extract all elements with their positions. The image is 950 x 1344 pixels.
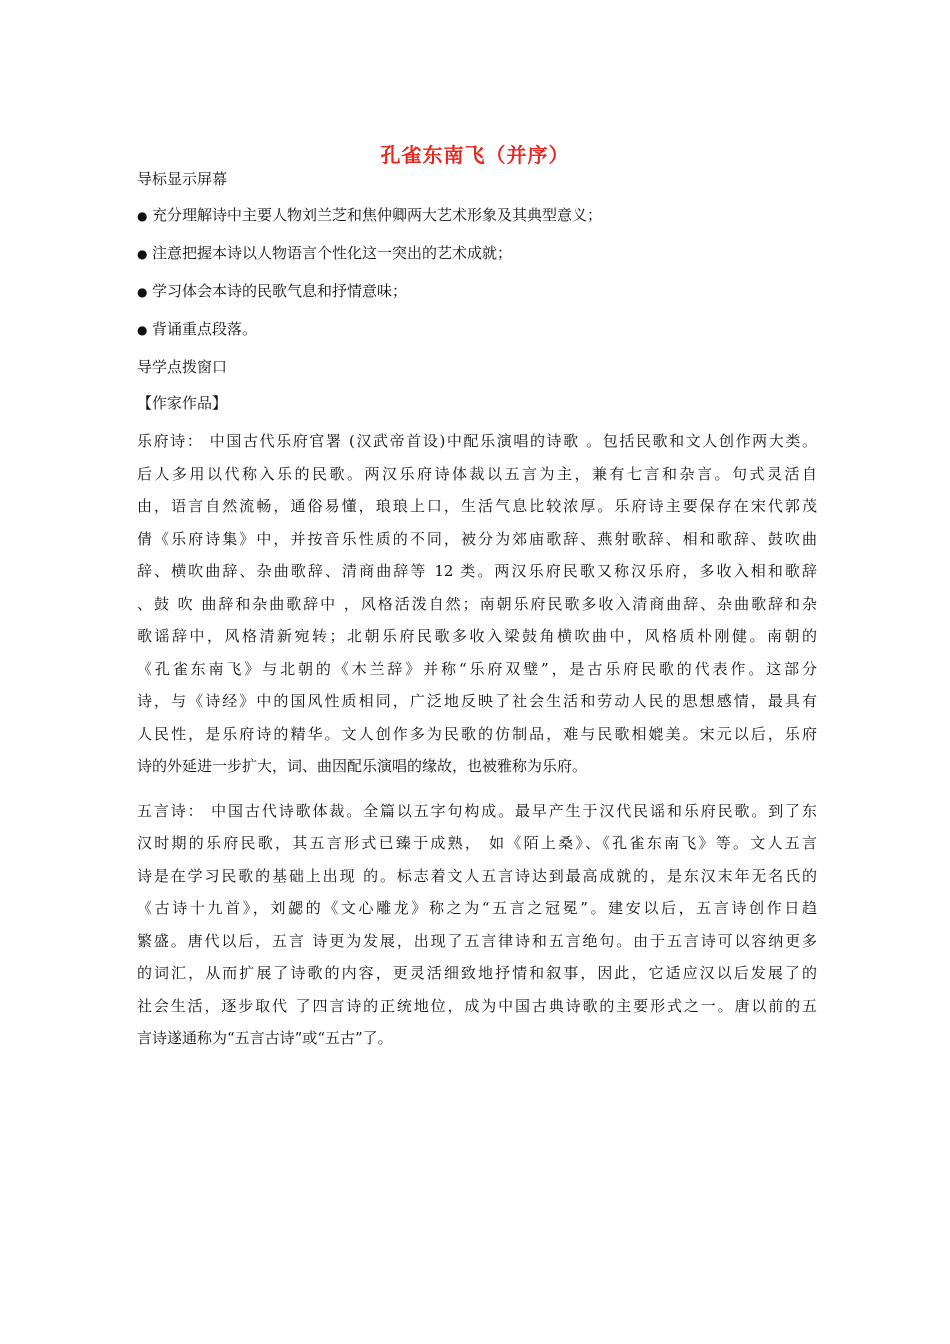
text-line: 《孔雀东南飞》与北朝的《木兰辞》并称“乐府双璧”，是古乐府民歌的代表作。这部分	[137, 659, 817, 678]
text-line: 乐府诗： 中国古代乐府官署 (汉武帝首设)中配乐演唱的诗歌 。包括民歌和文人创作两大类。	[137, 432, 817, 450]
list-item: ● 注意把握本诗以人物语言个性化这一突出的艺术成就；	[137, 242, 817, 266]
list-item: ● 学习体会本诗的民歌气息和抒情意味；	[137, 280, 817, 304]
text-line: 的词汇，从而扩展了诗歌的内容，更灵活细致地抒情和叙事，因此，它适应汉以后发展了的	[137, 964, 817, 982]
paragraph-yuefu	[137, 425, 817, 783]
text-line: 社会生活，逐步取代 了四言诗的正统地位，成为中国古典诗歌的主要形式之一。唐以前的五	[137, 996, 817, 1015]
goals-list	[137, 204, 817, 342]
text-line: 《古诗十九首》，刘勰的《文心雕龙》称之为“五言之冠冕”。建安以后，五言诗创作日趋	[137, 899, 817, 917]
text-line: 汉时期的乐府民歌，其五言形式已臻于成熟， 如《陌上桑》、《孔雀东南飞》等。文人五言	[137, 834, 817, 852]
text-line: 诗是在学习民歌的基础上出现 的。标志着文人五言诗达到最高成就的，是东汉末年无名氏的	[137, 866, 817, 885]
text-line: 倩《乐府诗集》中，并按音乐性质的不同，被分为郊庙歌辞、燕射歌辞、相和歌辞、鼓吹曲	[137, 529, 817, 548]
section-heading-goals: 导标显示屏幕	[137, 170, 228, 188]
text-line: 人民性，是乐府诗的精华。文人创作多为民歌的仿制品，难与民歌相媲美。宋元以后，乐府	[137, 724, 817, 743]
text-line: 繁盛。唐代以后，五言 诗更为发展，出现了五言律诗和五言绝句。由于五言诗可以容纳更多	[137, 931, 817, 950]
text-line: 由，语言自然流畅，通俗易懂，琅琅上口，生活气息比较浓厚。乐府诗主要保存在宋代郭茂	[137, 497, 817, 515]
subsection-heading: 【作家作品】	[137, 394, 228, 412]
text-line: 后人多用以代称入乐的民歌。两汉乐府诗体裁以五言为主，兼有七言和杂言。句式灵活自	[137, 464, 817, 483]
text-line: 歌谣辞中，风格清新宛转；北朝乐府民歌多收入梁鼓角横吹曲中，风格质朴刚健。南朝的	[137, 627, 817, 645]
text-line: 五言诗： 中国古代诗歌体裁。全篇以五字句构成。最早产生于汉代民谣和乐府民歌。到了东	[137, 801, 817, 820]
text-line: 辞、横吹曲辞、杂曲歌辞、清商曲辞等 12 类。两汉乐府民歌又称汉乐府，多收入相和歌辞	[137, 562, 817, 580]
bullet-icon: ●	[137, 285, 148, 299]
paragraph-wuyan	[137, 795, 817, 1055]
text-line: 诗的外延进一步扩大，词、曲因配乐演唱的缘故，也被雅称为乐府。	[137, 757, 588, 775]
bullet-icon: ●	[137, 209, 148, 223]
document-body	[137, 168, 817, 1067]
text-line: 诗，与《诗经》中的国风性质相同，广泛地反映了社会生活和劳动人民的思想感情，最具有	[137, 692, 817, 710]
text-line: 言诗遂通称为“五言古诗”或“五古”了。	[137, 1029, 393, 1047]
bullet-icon: ●	[137, 323, 148, 337]
text-line: 、鼓 吹 曲辞和杂曲歌辞中 ，风格活泼自然；南朝乐府民歌多收入清商曲辞、杂曲歌辞和杂	[137, 594, 817, 613]
bullet-icon: ●	[137, 247, 148, 261]
list-item: ● 充分理解诗中主要人物刘兰芝和焦仲卿两大艺术形象及其典型意义；	[137, 204, 817, 228]
list-item: ● 背诵重点段落。	[137, 318, 817, 342]
document-title: 孔雀东南飞（并序）	[380, 143, 570, 167]
section-heading-guide: 导学点拨窗口	[137, 358, 228, 376]
